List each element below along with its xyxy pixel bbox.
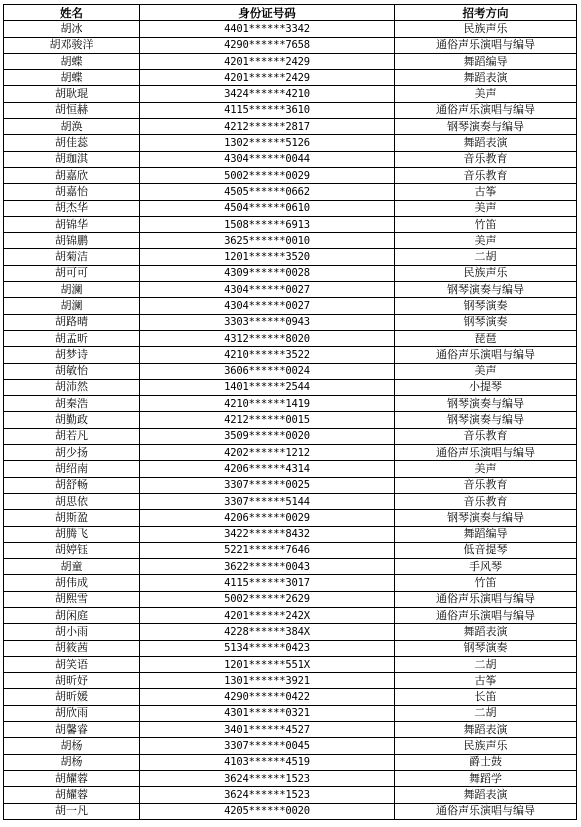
cell-id-number: 1508******6913 xyxy=(140,216,395,232)
table-row xyxy=(4,21,577,37)
table-row xyxy=(4,265,577,281)
cell-id-number: 5134******0423 xyxy=(140,640,395,656)
table-row xyxy=(4,167,577,183)
cell-name: 胡秦浩 xyxy=(4,396,140,412)
cell-exam-direction: 二胡 xyxy=(395,249,577,265)
cell-id-number: 1201******551X xyxy=(140,656,395,672)
table-row xyxy=(4,298,577,314)
cell-name: 胡若凡 xyxy=(4,428,140,444)
cell-id-number: 4201******2429 xyxy=(140,53,395,69)
cell-name: 胡思依 xyxy=(4,493,140,509)
cell-id-number: 4212******2817 xyxy=(140,119,395,135)
cell-name: 胡澜 xyxy=(4,298,140,314)
cell-exam-direction: 低音提琴 xyxy=(395,542,577,558)
table-row xyxy=(4,102,577,118)
cell-exam-direction: 竹笛 xyxy=(395,575,577,591)
cell-id-number: 3307******0025 xyxy=(140,477,395,493)
cell-id-number: 1302******5126 xyxy=(140,135,395,151)
cell-name: 胡昕妤 xyxy=(4,673,140,689)
cell-name: 胡菊洁 xyxy=(4,249,140,265)
cell-name: 胡涣 xyxy=(4,119,140,135)
cell-exam-direction: 音乐教育 xyxy=(395,477,577,493)
table-header xyxy=(4,5,577,21)
cell-name: 胡婷钰 xyxy=(4,542,140,558)
cell-name: 胡梦诗 xyxy=(4,347,140,363)
cell-exam-direction: 民族声乐 xyxy=(395,265,577,281)
table-row xyxy=(4,216,577,232)
cell-exam-direction: 舞蹈表演 xyxy=(395,722,577,738)
cell-exam-direction: 琵琶 xyxy=(395,330,577,346)
cell-exam-direction: 钢琴演奏与编导 xyxy=(395,510,577,526)
cell-exam-direction: 钢琴演奏与编导 xyxy=(395,412,577,428)
table-row xyxy=(4,86,577,102)
cell-exam-direction: 舞蹈编导 xyxy=(395,526,577,542)
cell-name: 胡邓骏洋 xyxy=(4,37,140,53)
cell-id-number: 3422******8432 xyxy=(140,526,395,542)
cell-exam-direction: 通俗声乐演唱与编导 xyxy=(395,102,577,118)
table-row xyxy=(4,673,577,689)
cell-name: 胡路晴 xyxy=(4,314,140,330)
cell-exam-direction: 手风琴 xyxy=(395,559,577,575)
cell-name: 胡冰 xyxy=(4,21,140,37)
cell-name: 胡锦鹏 xyxy=(4,233,140,249)
cell-exam-direction: 舞蹈表演 xyxy=(395,70,577,86)
cell-exam-direction: 美声 xyxy=(395,461,577,477)
cell-name: 胡澜 xyxy=(4,282,140,298)
table-row xyxy=(4,640,577,656)
cell-name: 胡闲庭 xyxy=(4,607,140,623)
table-row xyxy=(4,493,577,509)
table-row xyxy=(4,428,577,444)
cell-name: 胡珈淇 xyxy=(4,151,140,167)
table-row xyxy=(4,200,577,216)
table-row xyxy=(4,477,577,493)
cell-id-number: 3424******4210 xyxy=(140,86,395,102)
table-row xyxy=(4,53,577,69)
cell-name: 胡小雨 xyxy=(4,624,140,640)
cell-name: 胡腾飞 xyxy=(4,526,140,542)
cell-name: 胡欣雨 xyxy=(4,705,140,721)
cell-id-number: 3307******5144 xyxy=(140,493,395,509)
cell-id-number: 4115******3017 xyxy=(140,575,395,591)
table-row xyxy=(4,656,577,672)
cell-exam-direction: 通俗声乐演唱与编导 xyxy=(395,803,577,819)
cell-id-number: 4290******0422 xyxy=(140,689,395,705)
cell-name: 胡斯盈 xyxy=(4,510,140,526)
table-row xyxy=(4,591,577,607)
cell-name: 胡熙雪 xyxy=(4,591,140,607)
cell-id-number: 4210******3522 xyxy=(140,347,395,363)
table-row xyxy=(4,37,577,53)
cell-id-number: 4115******3610 xyxy=(140,102,395,118)
header-name: 姓名 xyxy=(4,5,140,21)
cell-id-number: 1401******2544 xyxy=(140,379,395,395)
cell-id-number: 4202******1212 xyxy=(140,445,395,461)
table-row xyxy=(4,233,577,249)
table-row xyxy=(4,412,577,428)
cell-exam-direction: 音乐教育 xyxy=(395,493,577,509)
cell-exam-direction: 音乐教育 xyxy=(395,167,577,183)
cell-name: 胡伟成 xyxy=(4,575,140,591)
cell-name: 胡馨睿 xyxy=(4,722,140,738)
cell-exam-direction: 钢琴演奏 xyxy=(395,314,577,330)
cell-exam-direction: 通俗声乐演唱与编导 xyxy=(395,37,577,53)
cell-exam-direction: 通俗声乐演唱与编导 xyxy=(395,347,577,363)
cell-name: 胡绍南 xyxy=(4,461,140,477)
table-row xyxy=(4,151,577,167)
table-row xyxy=(4,770,577,786)
cell-name: 胡孟昕 xyxy=(4,330,140,346)
cell-exam-direction: 美声 xyxy=(395,363,577,379)
cell-id-number: 4312******8020 xyxy=(140,330,395,346)
cell-name: 胡童 xyxy=(4,559,140,575)
cell-id-number: 3624******1523 xyxy=(140,770,395,786)
header-id-number: 身份证号码 xyxy=(140,5,395,21)
cell-exam-direction: 钢琴演奏与编导 xyxy=(395,119,577,135)
cell-name: 胡嘉欣 xyxy=(4,167,140,183)
cell-name: 胡可可 xyxy=(4,265,140,281)
cell-name: 胡佳蕊 xyxy=(4,135,140,151)
cell-id-number: 1201******3520 xyxy=(140,249,395,265)
cell-exam-direction: 古筝 xyxy=(395,184,577,200)
table-row xyxy=(4,135,577,151)
cell-name: 胡耿琨 xyxy=(4,86,140,102)
cell-exam-direction: 小提琴 xyxy=(395,379,577,395)
header-row xyxy=(4,5,577,21)
table-body xyxy=(4,21,577,820)
cell-name: 胡勤政 xyxy=(4,412,140,428)
cell-id-number: 5002******0029 xyxy=(140,167,395,183)
cell-name: 胡蝶 xyxy=(4,70,140,86)
cell-id-number: 3622******0043 xyxy=(140,559,395,575)
cell-id-number: 4205******0020 xyxy=(140,803,395,819)
cell-exam-direction: 舞蹈编导 xyxy=(395,53,577,69)
cell-id-number: 4504******0610 xyxy=(140,200,395,216)
cell-name: 胡笑语 xyxy=(4,656,140,672)
table-row xyxy=(4,330,577,346)
cell-name: 胡耀蓉 xyxy=(4,770,140,786)
table-row xyxy=(4,314,577,330)
cell-id-number: 4290******7658 xyxy=(140,37,395,53)
cell-id-number: 3303******0943 xyxy=(140,314,395,330)
cell-id-number: 4103******4519 xyxy=(140,754,395,770)
cell-exam-direction: 古筝 xyxy=(395,673,577,689)
table-row xyxy=(4,559,577,575)
table-row xyxy=(4,445,577,461)
applicant-table xyxy=(3,4,577,820)
header-exam-direction: 招考方向 xyxy=(395,5,577,21)
cell-exam-direction: 民族声乐 xyxy=(395,738,577,754)
cell-name: 胡昕媛 xyxy=(4,689,140,705)
table-row xyxy=(4,754,577,770)
cell-exam-direction: 舞蹈表演 xyxy=(395,135,577,151)
cell-id-number: 4206******4314 xyxy=(140,461,395,477)
cell-exam-direction: 舞蹈表演 xyxy=(395,787,577,803)
cell-exam-direction: 通俗声乐演唱与编导 xyxy=(395,591,577,607)
table-row xyxy=(4,119,577,135)
table-row xyxy=(4,461,577,477)
table-row xyxy=(4,282,577,298)
cell-exam-direction: 通俗声乐演唱与编导 xyxy=(395,445,577,461)
cell-id-number: 4309******0028 xyxy=(140,265,395,281)
cell-id-number: 5221******7646 xyxy=(140,542,395,558)
cell-id-number: 4228******384X xyxy=(140,624,395,640)
table-row xyxy=(4,184,577,200)
cell-name: 胡蝶 xyxy=(4,53,140,69)
table-row xyxy=(4,379,577,395)
cell-id-number: 3606******0024 xyxy=(140,363,395,379)
table-row xyxy=(4,249,577,265)
cell-exam-direction: 美声 xyxy=(395,86,577,102)
cell-name: 胡耀蓉 xyxy=(4,787,140,803)
cell-exam-direction: 通俗声乐演唱与编导 xyxy=(395,607,577,623)
cell-exam-direction: 舞蹈学 xyxy=(395,770,577,786)
cell-name: 胡舒畅 xyxy=(4,477,140,493)
cell-exam-direction: 钢琴演奏与编导 xyxy=(395,282,577,298)
cell-id-number: 3401******4527 xyxy=(140,722,395,738)
cell-exam-direction: 钢琴演奏 xyxy=(395,640,577,656)
cell-exam-direction: 舞蹈表演 xyxy=(395,624,577,640)
table-row xyxy=(4,624,577,640)
cell-id-number: 4304******0027 xyxy=(140,282,395,298)
cell-name: 胡杨 xyxy=(4,754,140,770)
cell-name: 胡筱茜 xyxy=(4,640,140,656)
table-row xyxy=(4,510,577,526)
cell-name: 胡敏怡 xyxy=(4,363,140,379)
table-row xyxy=(4,787,577,803)
cell-id-number: 3625******0010 xyxy=(140,233,395,249)
cell-id-number: 1301******3921 xyxy=(140,673,395,689)
table-row xyxy=(4,722,577,738)
cell-id-number: 4212******0015 xyxy=(140,412,395,428)
cell-id-number: 5002******2629 xyxy=(140,591,395,607)
table-row xyxy=(4,526,577,542)
cell-exam-direction: 民族声乐 xyxy=(395,21,577,37)
cell-id-number: 3624******1523 xyxy=(140,787,395,803)
cell-id-number: 4401******3342 xyxy=(140,21,395,37)
cell-name: 胡一凡 xyxy=(4,803,140,819)
table-row xyxy=(4,705,577,721)
cell-name: 胡沛然 xyxy=(4,379,140,395)
cell-name: 胡嘉怡 xyxy=(4,184,140,200)
cell-exam-direction: 钢琴演奏 xyxy=(395,298,577,314)
cell-id-number: 4201******242X xyxy=(140,607,395,623)
table-row xyxy=(4,738,577,754)
cell-exam-direction: 二胡 xyxy=(395,705,577,721)
table-row xyxy=(4,70,577,86)
cell-exam-direction: 钢琴演奏与编导 xyxy=(395,396,577,412)
cell-exam-direction: 爵士鼓 xyxy=(395,754,577,770)
roster-sheet xyxy=(3,4,577,820)
cell-name: 胡少扬 xyxy=(4,445,140,461)
table-row xyxy=(4,607,577,623)
cell-name: 胡杰华 xyxy=(4,200,140,216)
table-row xyxy=(4,575,577,591)
cell-id-number: 3307******0045 xyxy=(140,738,395,754)
cell-exam-direction: 美声 xyxy=(395,200,577,216)
table-row xyxy=(4,363,577,379)
cell-id-number: 4301******0321 xyxy=(140,705,395,721)
table-row xyxy=(4,689,577,705)
table-row xyxy=(4,803,577,819)
cell-name: 胡杨 xyxy=(4,738,140,754)
cell-exam-direction: 音乐教育 xyxy=(395,428,577,444)
cell-id-number: 4505******0662 xyxy=(140,184,395,200)
cell-id-number: 3509******0020 xyxy=(140,428,395,444)
cell-exam-direction: 音乐教育 xyxy=(395,151,577,167)
cell-id-number: 4304******0044 xyxy=(140,151,395,167)
cell-exam-direction: 二胡 xyxy=(395,656,577,672)
cell-id-number: 4206******0029 xyxy=(140,510,395,526)
table-row xyxy=(4,347,577,363)
cell-exam-direction: 美声 xyxy=(395,233,577,249)
cell-id-number: 4201******2429 xyxy=(140,70,395,86)
cell-id-number: 4304******0027 xyxy=(140,298,395,314)
table-row xyxy=(4,396,577,412)
cell-name: 胡恒赫 xyxy=(4,102,140,118)
cell-exam-direction: 竹笛 xyxy=(395,216,577,232)
cell-id-number: 4210******1419 xyxy=(140,396,395,412)
cell-exam-direction: 长笛 xyxy=(395,689,577,705)
cell-name: 胡锦华 xyxy=(4,216,140,232)
table-row xyxy=(4,542,577,558)
